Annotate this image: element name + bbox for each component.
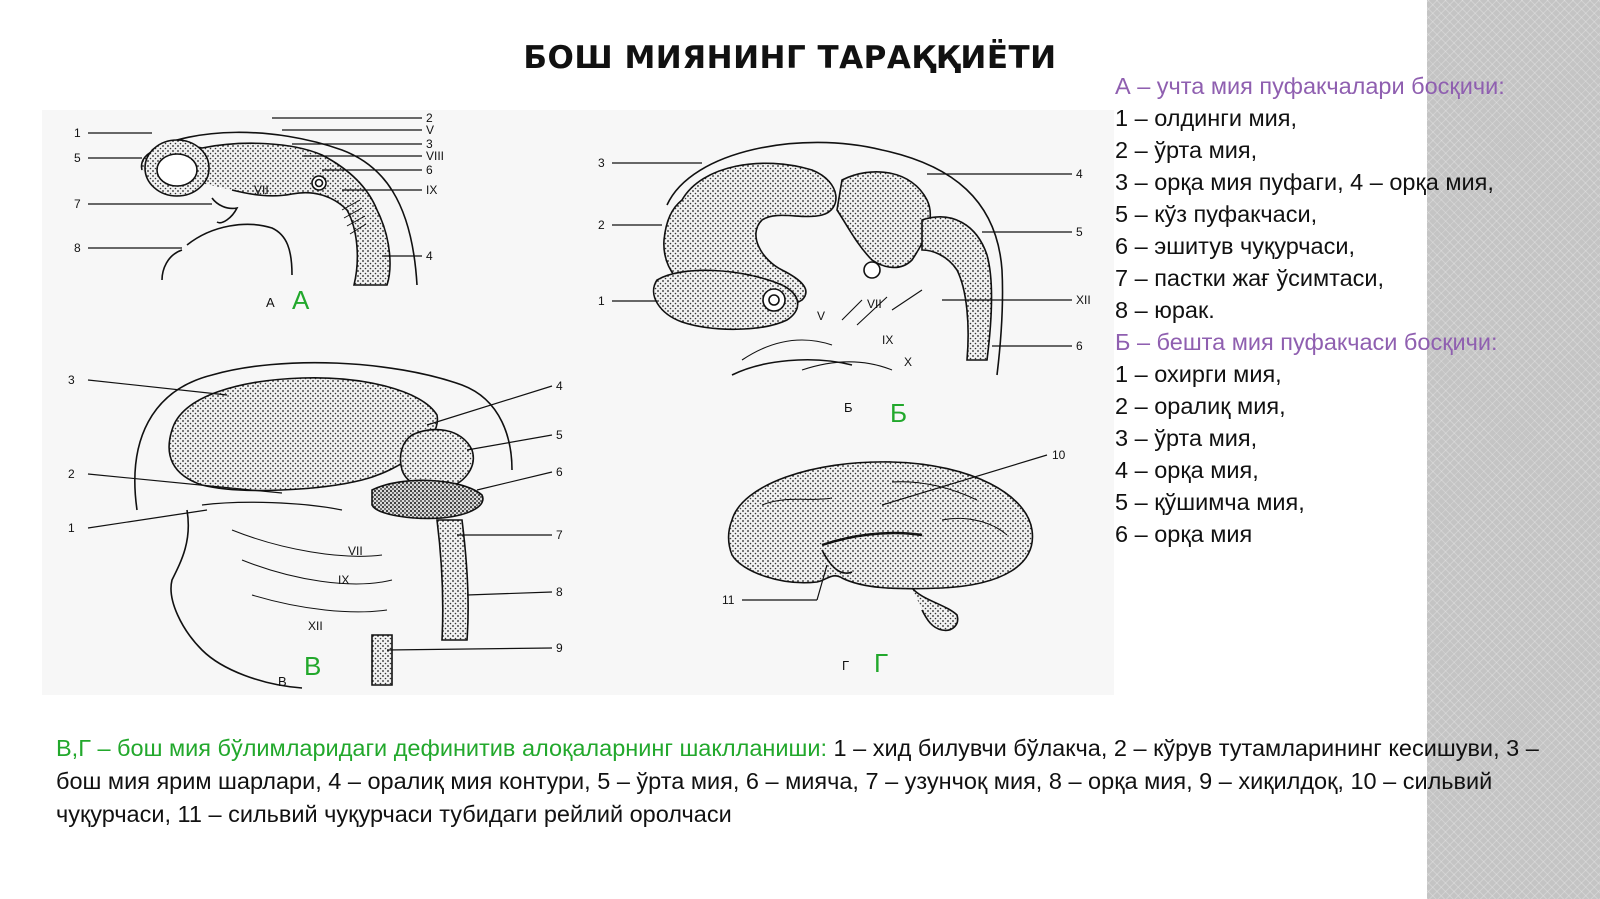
panel-v-marker-4: 4 [556,379,563,393]
panel-b-marker-1: 1 [598,294,605,308]
panel-g-marker-10: 10 [1052,448,1066,462]
legend-b-item: 2 – оралиқ мия, [1115,393,1286,419]
legend-a-item: 5 – кўз пуфакчаси, [1115,201,1318,227]
caption-heading: В,Г – бош мия бўлимларидаги дефинитив алоқаларнинг шаклланиши: [56,735,828,761]
panel-b-marker-VII: VII [867,297,882,311]
legend-a-item: 3 – орқа мия пуфаги, 4 – орқа мия, [1115,169,1494,195]
panel-v-marker-1: 1 [68,521,75,535]
legend-b-item: 5 – қўшимча мия, [1115,489,1305,515]
panel-v-marker-7: 7 [556,528,563,542]
panel-v-marker-5: 5 [556,428,563,442]
panel-a-letter: А [292,285,310,315]
legend-a-item: 1 – олдинги мия, [1115,105,1298,131]
panel-v-marker-IX: IX [338,573,350,587]
panel-v-marker-VII: VII [348,544,363,558]
panel-a-marker-3: 3 [426,137,433,151]
panel-v-marker-3: 3 [68,373,75,387]
caption-body: 1 – хид билувчи бўлакча, 2 – кўрув тутамларининг кесишуви, 3 – бош мия ярим шарлари, 4 – оралиқ мия контури, 5 – ўрта мия, 6 – мияча, 7 – узунчоқ мия, 8 – орқа мия, 9 – хиқилдоқ, 10 – сильвий чуқурчаси, 11 – сильвий чуқурчаси тубидаги рейлий оролчаси [56,735,1539,827]
panel-a-marker-V: V [426,123,435,137]
panel-b-marker-4: 4 [1076,167,1083,181]
panel-b-marker-6: 6 [1076,339,1083,353]
panel-a-marker-VIII: VIII [426,149,445,163]
panel-a-marker-VII: VII [254,183,269,197]
panel-a-marker-6: 6 [426,163,433,177]
legend-b-item: 4 – орқа мия, [1115,457,1259,483]
panel-b-marker-X: X [904,355,913,369]
panel-b-marker-3: 3 [598,156,605,170]
panel-b-marker-5: 5 [1076,225,1083,239]
slide-title: БОШ МИЯНИНГ ТАРАҚҚИЁТИ [523,40,1057,76]
panel-b-marker-IX: IX [882,333,894,347]
panel-a-marker-5: 5 [74,151,81,165]
panel-g-letter: Г [874,648,889,678]
panel-a-marker-8: 8 [74,241,81,255]
legend-b-item: 3 – ўрта мия, [1115,425,1258,451]
panel-a-marker-1: 1 [74,126,81,140]
panel-b-marker-V: V [817,309,826,323]
panel-a-small-label: А [266,295,275,310]
legend-a-heading: А – учта мия пуфакчалари босқичи: [1115,73,1505,99]
caption [56,732,1586,831]
panel-g-marker-11: 11 [722,593,735,607]
legend-a-item: 8 – юрак. [1115,297,1215,323]
legend-a-item: 2 – ўрта мия, [1115,137,1258,163]
panel-v-marker-8: 8 [556,585,563,599]
panel-v-marker-2: 2 [68,467,75,481]
panel-v-letter: В [304,651,322,681]
panel-b-small-label: Б [844,400,853,415]
legend-a-item: 6 – эшитув чуқурчаси, [1115,233,1355,259]
panel-b-marker-2: 2 [598,218,605,232]
brain-development-figure [42,110,1114,695]
legend-b-item: 6 – орқа мия [1115,521,1253,547]
panel-a-marker-4: 4 [426,249,433,263]
legend-b-item: 1 – охирги мия, [1115,361,1282,387]
panel-v-marker-9: 9 [556,641,563,655]
panel-a-marker-2: 2 [426,111,433,125]
panel-a-marker-7: 7 [74,197,81,211]
panel-b-marker-XII: XII [1076,293,1091,307]
legend [1115,70,1585,550]
panel-g-small-label: Г [842,658,850,673]
panel-v-marker-XII: XII [308,619,323,633]
panel-v-small-label: В [278,674,287,689]
panel-a-marker-IX: IX [426,183,438,197]
panel-v-marker-6: 6 [556,465,563,479]
legend-a-item: 7 – пастки жағ ўсимтаси, [1115,265,1385,291]
panel-b-letter: Б [890,398,908,428]
legend-b-heading: Б – бешта мия пуфакчаси босқичи: [1115,329,1498,355]
